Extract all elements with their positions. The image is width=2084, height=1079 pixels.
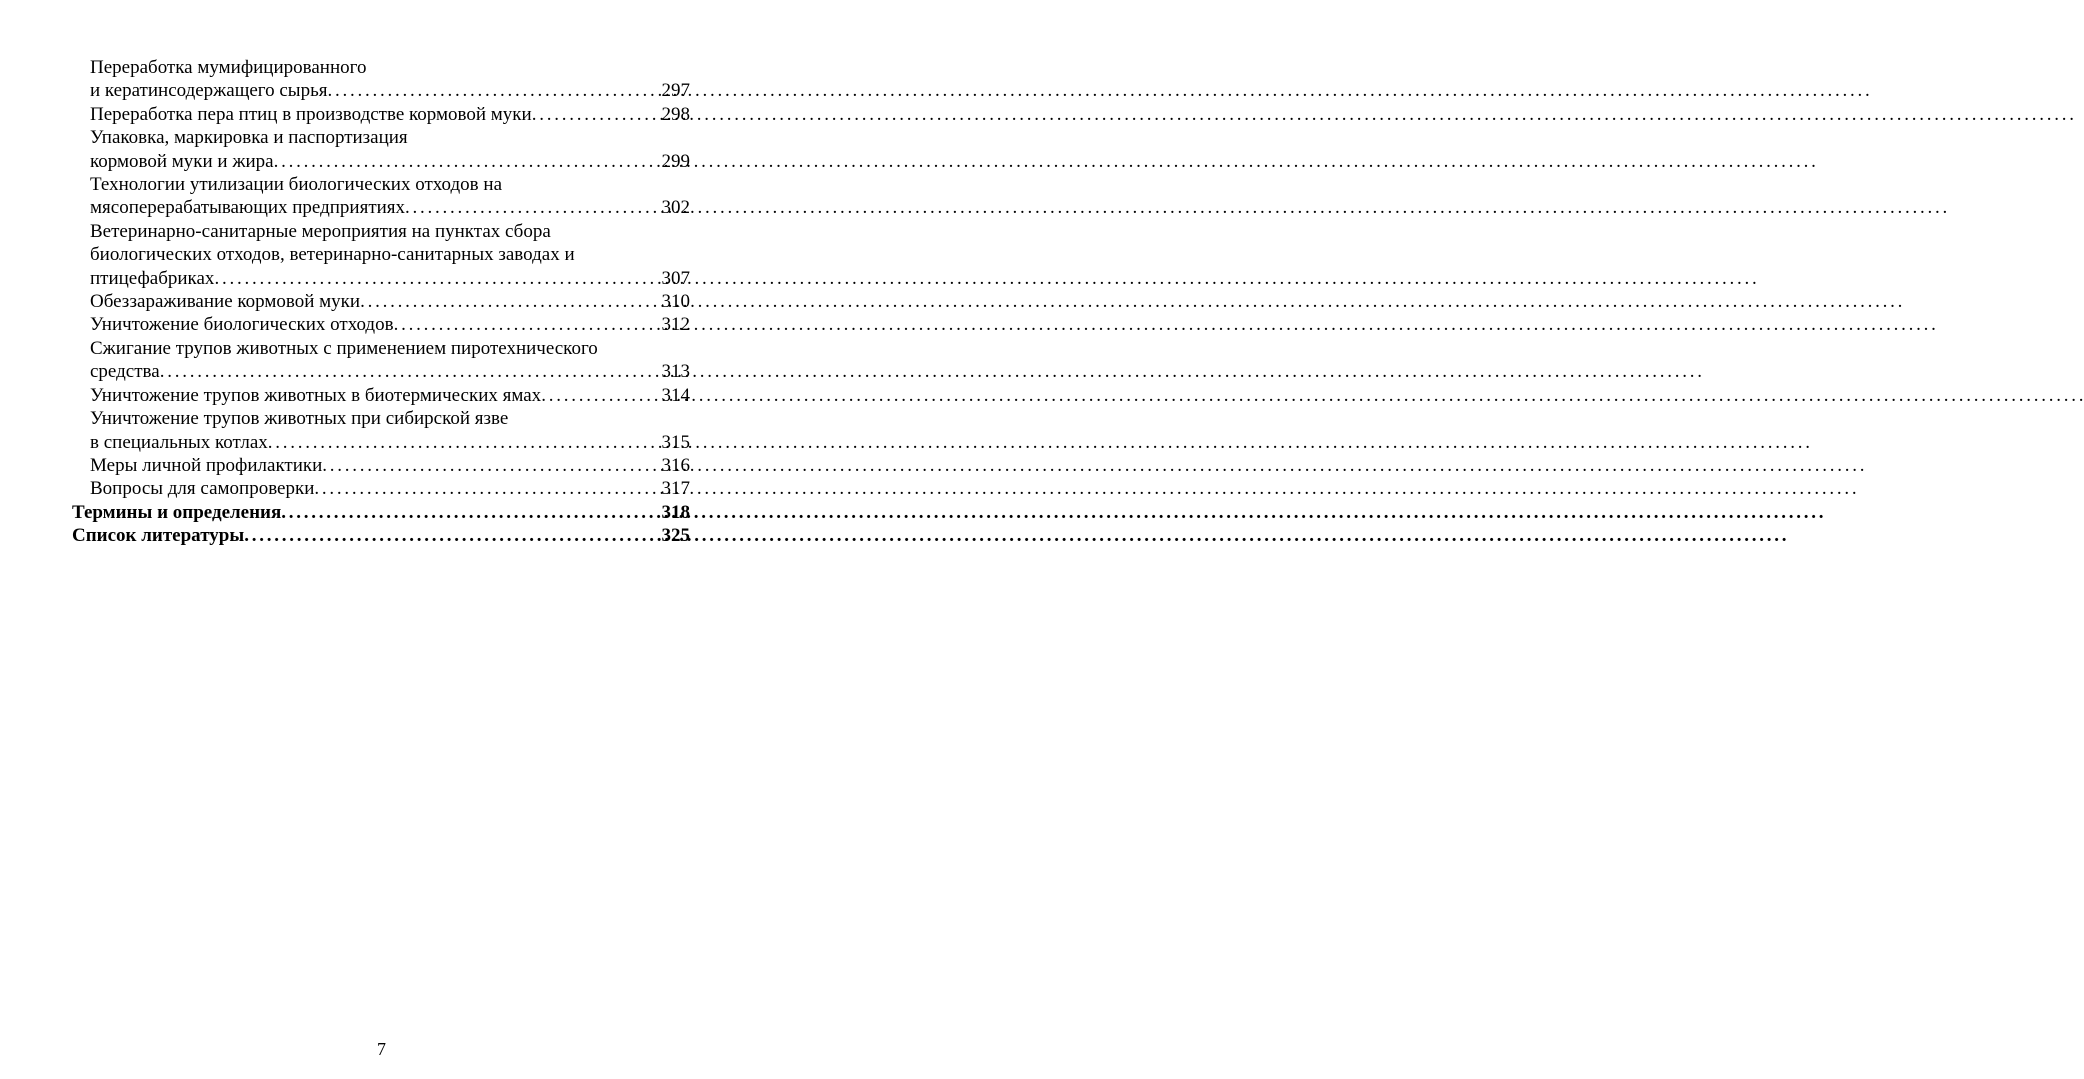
leader-dots [322,454,657,477]
toc-entry [72,103,690,126]
leader-dots [268,431,658,454]
toc-entry [72,290,690,313]
toc-entry [72,477,690,500]
toc-section-title: Список литературы [72,525,245,547]
toc-entry [72,126,690,173]
toc-entry-title: кормовой муки и жира [90,150,274,172]
toc-entry-title-line: Ветеринарно-санитарные мероприятия на пунктах сбора [90,220,551,242]
toc-entry-title-line: Переработка мумифицированного [90,57,367,78]
toc-page-number: 302 [661,197,690,219]
toc-page-number: 313 [661,361,690,383]
toc-entry-title: Переработка пера птиц в производстве кормовой муки [90,103,532,125]
toc-section-title: Термины и определения [72,501,282,523]
table-of-contents [72,56,690,548]
toc-page-number: 316 [661,454,690,476]
toc-page-number: 307 [661,267,690,289]
toc-page-number: 315 [661,431,690,453]
leader-dots [360,290,657,313]
leader-dots [314,477,657,500]
leader-dots [327,79,657,102]
toc-entry [72,454,690,477]
leader-dots [244,524,657,547]
toc-entry-title: и кератинсодержащего сырья [90,80,328,102]
leader-dots [541,384,657,407]
toc-entry [72,173,690,220]
toc-section-entry [72,501,690,524]
toc-entry [72,220,690,290]
leader-dots [394,313,658,336]
leader-dots [274,150,658,173]
toc-entry [72,337,690,384]
toc-entry-title-line: Упаковка, маркировка и паспортизация [90,127,408,149]
toc-page-number: 317 [661,478,690,500]
toc-entry-title: мясоперерабатывающих предприятиях [90,197,406,219]
toc-entry [72,407,690,454]
leader-dots [214,267,657,290]
toc-entry [72,384,690,407]
toc-entry-title: в специальных котлах [90,431,268,453]
toc-page-number: 297 [661,80,690,102]
toc-entry-title-line: биологических отходов, ветеринарно-санитарных заводах и [90,244,575,266]
toc-entry-title-line: Уничтожение трупов животных при сибирской язве [90,408,509,430]
leader-dots [281,501,657,524]
toc-entry [72,313,690,336]
toc-page-number: 310 [661,291,690,313]
toc-entry-title: средства [90,361,160,383]
toc-entry-title-line: Сжигание трупов животных с применением пиротехнического [90,337,598,359]
toc-entry-title: Уничтожение биологических отходов [90,314,394,336]
toc-entry [72,56,690,103]
toc-page-number: 318 [661,501,690,523]
toc-section-entry [72,524,690,547]
toc-entry-title-line: Технологии утилизации биологических отходов на [90,174,502,196]
toc-page-number: 325 [661,525,690,547]
toc-entry-title: Вопросы для самопроверки [90,478,315,500]
leader-dots [405,196,657,219]
toc-page-number: 299 [661,150,690,172]
page-number: 7 [377,1039,386,1059]
toc-entry-title: Уничтожение трупов животных в биотермических ямах [90,384,542,406]
toc-entry-title: птицефабриках [90,267,215,289]
leader-dots [532,103,658,126]
toc-page-number: 314 [661,384,690,406]
toc-entry-title: Обеззараживание кормовой муки [90,291,361,313]
toc-page-number: 298 [661,103,690,125]
leader-dots [160,360,658,383]
toc-entry-title: Меры личной профилактики [90,454,323,476]
toc-page-number: 312 [661,314,690,336]
